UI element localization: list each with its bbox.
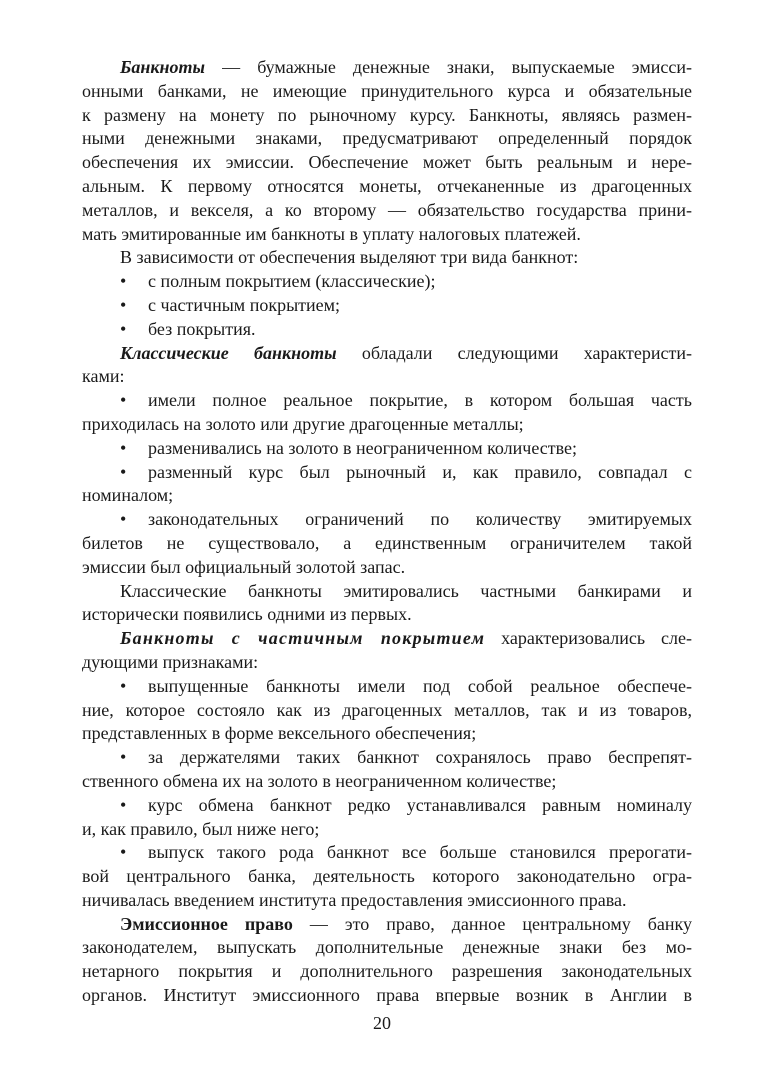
line-text: представленных в форме вексельного обеспечения;	[82, 723, 477, 744]
bullet-line	[82, 746, 692, 770]
line-text: дующими признаками:	[82, 651, 259, 672]
text-line	[82, 365, 692, 389]
line-text: законодательных ограничений по количеству эмитируемых	[148, 509, 692, 530]
text-line	[82, 889, 692, 913]
text-line	[82, 913, 692, 937]
bullet-icon: •	[120, 675, 127, 696]
line-text: курс обмена банкнот редко устанавливался равным номиналу	[148, 794, 692, 815]
bullet-line	[82, 841, 692, 865]
text-line	[82, 175, 692, 199]
bullet-icon: •	[120, 271, 127, 292]
line-text: за держателями таких банкнот сохранялось право беспрепят-	[148, 747, 692, 768]
text-line	[82, 960, 692, 984]
bullet-icon: •	[120, 509, 127, 530]
term-emphasis: Банкноты	[120, 57, 206, 77]
line-text: законодателем, выпускать дополнительные денежные знаки без мо-	[82, 937, 692, 958]
text-line	[82, 342, 692, 366]
line-text: имели полное реальное покрытие, в котором большая часть	[148, 390, 692, 411]
text-line	[82, 127, 692, 151]
text-line	[82, 651, 692, 675]
line-text: выпуск такого рода банкнот все больше становился прерогати-	[148, 842, 692, 863]
text-line	[82, 722, 692, 746]
line-text: билетов не существовало, а единственным ограничителем такой	[82, 532, 692, 553]
line-text: номиналом;	[82, 485, 174, 506]
line-text: разменивались на золото в неограниченном количестве;	[148, 437, 578, 458]
line-text: нетарного покрытия и дополнительного разрешения законодательных	[82, 961, 692, 982]
line-text: альным. К первому относятся монеты, отчеканенные из драгоценных	[82, 175, 692, 196]
term-emphasis: Эмиссионное право	[120, 913, 293, 934]
line-text: ственного обмена их на золото в неограниченном количестве;	[82, 770, 557, 791]
text-line	[82, 699, 692, 723]
bullet-line	[82, 794, 692, 818]
line-text: характеризовались сле-	[485, 628, 692, 649]
text-line	[82, 223, 692, 247]
text-line	[82, 818, 692, 842]
line-text: выпущенные банкноты имели под собой реальное обеспече-	[148, 675, 692, 696]
page-number: 20	[373, 1013, 391, 1033]
line-text: — это право, данное центральному банку	[292, 913, 692, 934]
bullet-icon: •	[120, 318, 127, 339]
line-text: с полным покрытием (классические);	[148, 271, 436, 292]
line-text: Классические банкноты эмитировались частными банкирами и	[120, 580, 692, 601]
line-text: к размену на монету по рыночному курсу. Банкноты, являясь размен-	[82, 104, 692, 125]
text-line	[82, 580, 692, 604]
line-text: приходилась на золото или другие драгоценные металлы;	[82, 413, 524, 434]
bullet-icon: •	[120, 842, 127, 863]
line-text: — бумажные денежные знаки, выпускаемые эмисси-	[205, 57, 692, 77]
line-text: обеспечения их эмиссии. Обеспечение может быть реальным и нере-	[82, 152, 692, 173]
text-line	[82, 151, 692, 175]
term-emphasis: Классические банкноты	[120, 342, 337, 363]
bullet-icon: •	[120, 390, 127, 411]
text-line	[82, 104, 692, 128]
bullet-icon: •	[120, 461, 127, 482]
text-line	[82, 413, 692, 437]
text-line	[82, 532, 692, 556]
text-line	[82, 246, 692, 270]
line-text: ничивалась введением института предоставления эмиссионного права.	[82, 889, 627, 910]
term-emphasis: Банкноты с частичным покрытием	[120, 628, 486, 649]
line-text: ными денежными знаками, предусматривают определенный порядок	[82, 128, 692, 149]
line-text: обладали следующими характеристи-	[336, 342, 692, 363]
line-text: ками:	[82, 366, 125, 387]
line-text: эмиссии был официальный золотой запас.	[82, 556, 406, 577]
text-line	[82, 199, 692, 223]
text-line	[82, 627, 692, 651]
line-text: разменный курс был рыночный и, как правило, совпадал с	[148, 461, 692, 482]
text-line	[82, 80, 692, 104]
text-line	[82, 56, 692, 80]
page-body-text	[82, 56, 692, 1008]
line-text: органов. Институт эмиссионного права впервые возник в Англии в	[82, 985, 692, 1006]
line-text: металлов, и векселя, а ко второму — обязательство государства прини-	[82, 199, 692, 220]
line-text: с частичным покрытием;	[148, 294, 341, 315]
bullet-line	[82, 437, 692, 461]
line-text: В зависимости от обеспечения выделяют три вида банкнот:	[120, 247, 579, 268]
text-line	[82, 484, 692, 508]
text-line	[82, 556, 692, 580]
text-line	[82, 865, 692, 889]
line-text: мать эмитированные им банкноты в уплату налоговых платежей.	[82, 223, 581, 244]
line-text: онными банками, не имеющие принудительного курса и обязательные	[82, 80, 692, 101]
line-text: исторически появились одними из первых.	[82, 604, 412, 625]
line-text: и, как правило, был ниже него;	[82, 818, 320, 839]
text-line	[82, 603, 692, 627]
bullet-line	[82, 318, 692, 342]
bullet-line	[82, 294, 692, 318]
bullet-icon: •	[120, 294, 127, 315]
bullet-icon: •	[120, 794, 127, 815]
text-line	[82, 936, 692, 960]
bullet-line	[82, 389, 692, 413]
bullet-icon: •	[120, 437, 127, 458]
line-text: вой центрального банка, деятельность которого законодательно огра-	[82, 866, 692, 887]
bullet-line	[82, 461, 692, 485]
bullet-line	[82, 675, 692, 699]
text-line	[82, 984, 692, 1008]
line-text: без покрытия.	[148, 318, 256, 339]
text-line	[82, 770, 692, 794]
bullet-line	[82, 270, 692, 294]
line-text: ние, которое состояло как из драгоценных металлов, так и из товаров,	[82, 699, 692, 720]
bullet-icon: •	[120, 747, 127, 768]
bullet-line	[82, 508, 692, 532]
